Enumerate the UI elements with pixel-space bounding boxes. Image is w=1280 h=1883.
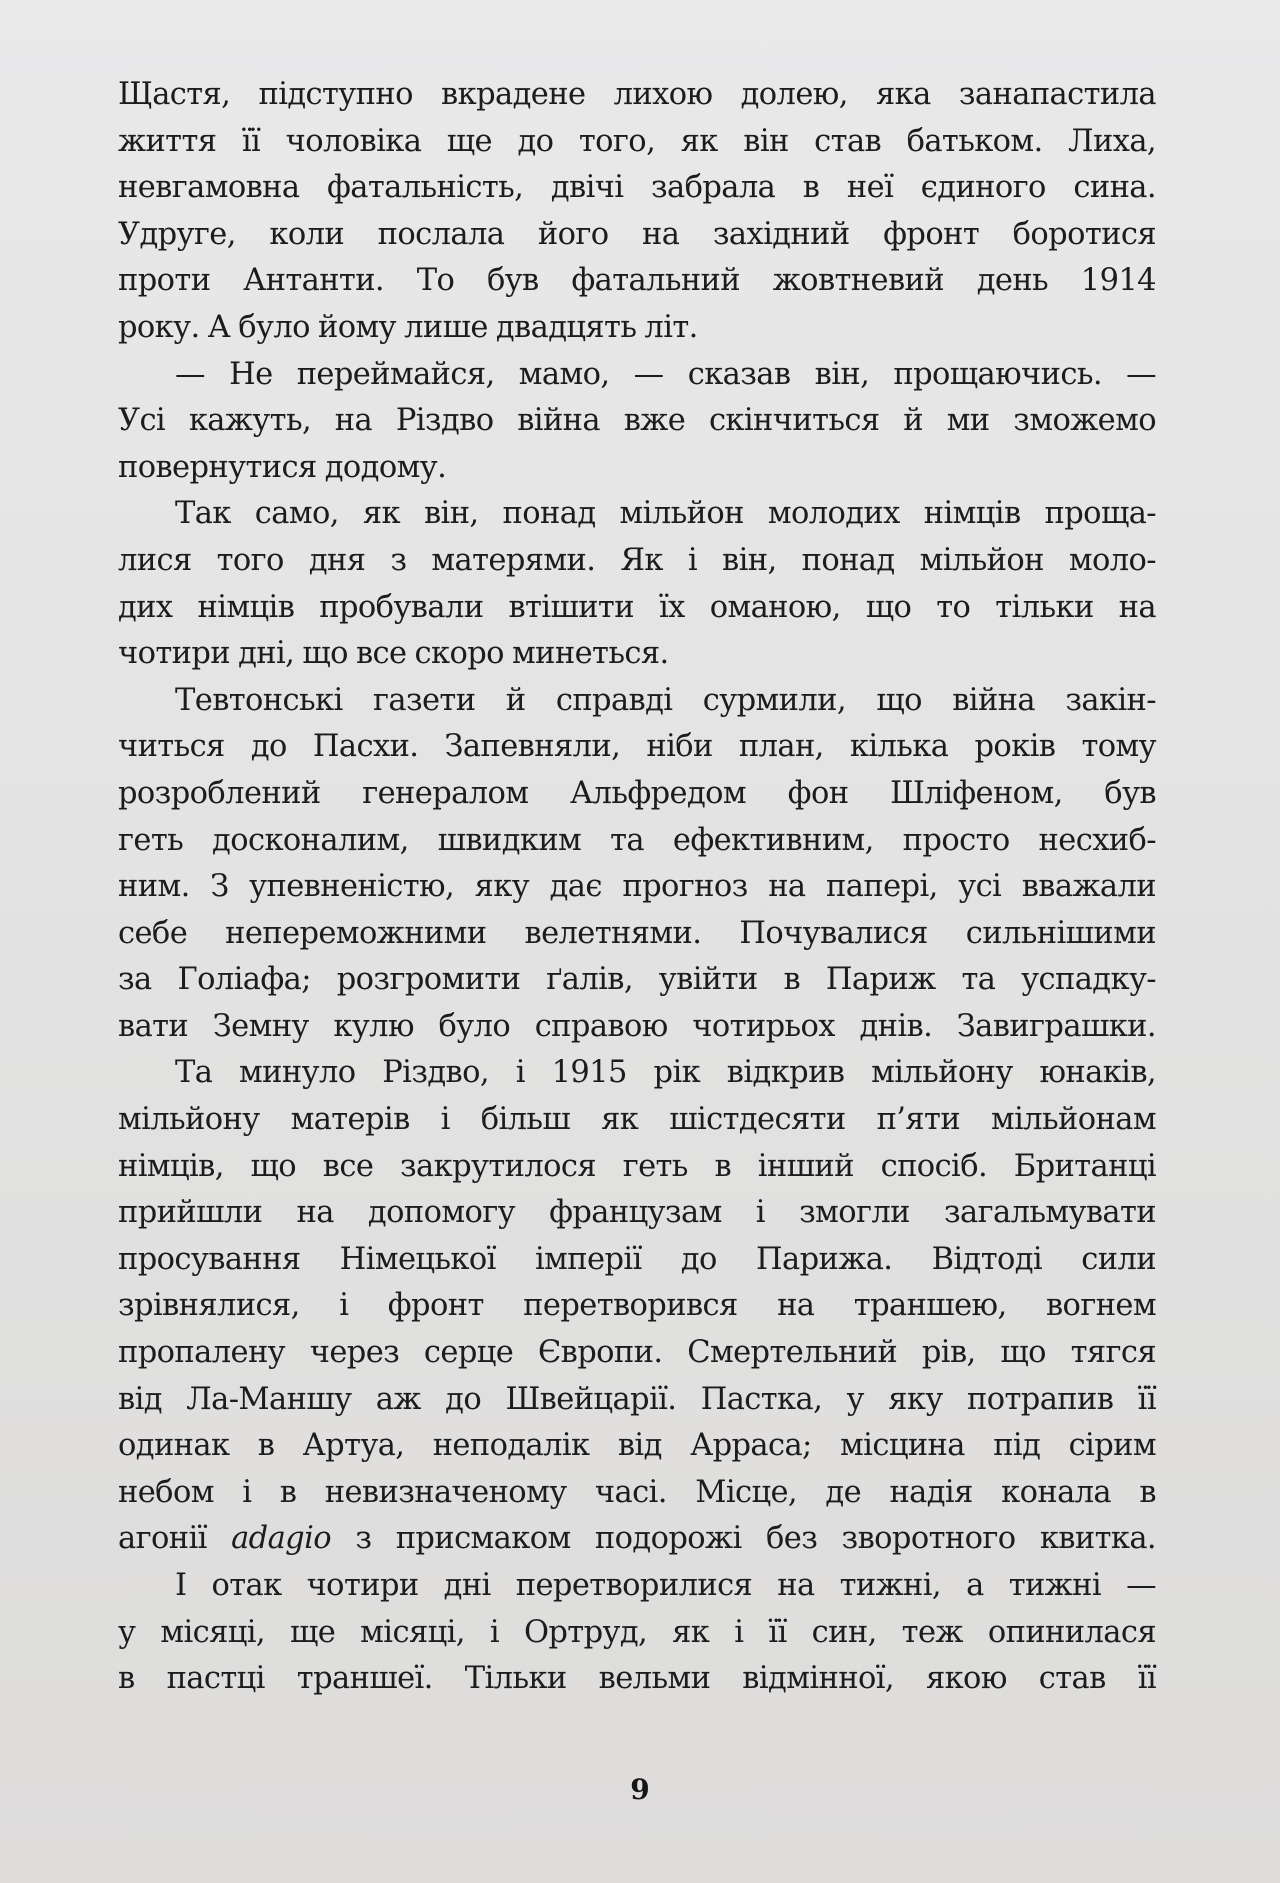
text-line: у місяці, ще місяці, і Ортруд, як і її син, теж опинилася: [118, 1614, 1156, 1650]
text-line: проти Антанти. То був фатальний жовтневий день 1914: [118, 263, 1156, 299]
text-segment: з присмаком подорожі без зворотного квитка.: [331, 1521, 1157, 1557]
text-line-with-italic: [118, 1516, 1156, 1563]
text-line: німців, що все закрутилося геть в інший спосіб. Британці: [118, 1148, 1156, 1184]
page-number: 9: [630, 1773, 650, 1806]
text-line: І отак чотири дні перетворилися на тижні, а тижні —: [175, 1568, 1156, 1603]
text-line: прийшли на допомогу французам і змогли загальмувати: [118, 1195, 1156, 1231]
text-line: лися того дня з матерями. Як і він, понад мільйон моло-: [118, 542, 1156, 578]
text-line: себе непереможними велетнями. Почувалися сильнішими: [118, 915, 1156, 951]
italic-term: adagio: [231, 1521, 332, 1557]
text-line: Щастя, підступно вкрадене лихою долею, яка занапастила: [118, 77, 1156, 112]
text-line: небом і в невизначеному часі. Місце, де надія конала в: [118, 1474, 1156, 1510]
text-line: пропалену через серце Європи. Смертельний рів, що тягся: [118, 1335, 1156, 1371]
text-line: Усі кажуть, на Різдво війна вже скінчиться й ми зможемо: [118, 403, 1156, 439]
text-line: невгамовна фатальність, двічі забрала в неї єдиного сина.: [118, 170, 1156, 206]
text-line: читься до Пасхи. Запевняли, ніби план, кілька років тому: [118, 729, 1156, 765]
text-line: повернутися додому.: [118, 449, 447, 485]
text-line: — Не переймайся, мамо, — сказав він, прощаючись. —: [175, 356, 1156, 392]
text-line: чотири дні, що все скоро минеться.: [118, 636, 669, 672]
text-line: за Голіафа; розгромити ґалів, увійти в Париж та успадку-: [118, 962, 1156, 998]
text-line: Удруге, коли послала його на західний фронт боротися: [118, 216, 1156, 252]
text-segment: агонії: [118, 1521, 232, 1557]
text-line: зрівнялися, і фронт перетворився на траншею, вогнем: [118, 1288, 1156, 1324]
text-line: просування Німецької імперії до Парижа. Відтоді сили: [118, 1241, 1156, 1277]
text-line: року. А було йому лише двадцять літ.: [118, 309, 698, 345]
text-line: життя її чоловіка ще до того, як він став батьком. Лиха,: [118, 123, 1156, 159]
book-page-body: [118, 72, 1156, 1703]
text-line: мільйону матерів і більш як шістдесяти п’яти мільйонам: [118, 1102, 1156, 1138]
text-line: одинак в Артуа, неподалік від Арраса; місцина під сірим: [118, 1428, 1156, 1464]
text-line: вати Земну кулю було справою чотирьох днів. Завиграшки.: [118, 1008, 1156, 1044]
text-line: геть досконалим, швидким та ефективним, просто несхиб-: [118, 822, 1156, 858]
text-line: розроблений генералом Альфредом фон Шліфеном, був: [118, 775, 1156, 811]
text-line: дих німців пробували втішити їх оманою, що то тільки на: [118, 589, 1156, 625]
text-line: ним. З упевненістю, яку дає прогноз на папері, усі вважали: [118, 869, 1156, 905]
text-line: Так само, як він, понад мільйон молодих німців проща-: [175, 496, 1156, 532]
text-line: від Ла-Маншу аж до Швейцарії. Пастка, у яку потрапив її: [118, 1381, 1156, 1417]
text-line: Тевтонські газети й справді сурмили, що війна закін-: [175, 682, 1156, 718]
text-line: Та минуло Різдво, і 1915 рік відкрив мільйону юнаків,: [175, 1055, 1156, 1091]
text-line: в пастці траншеї. Тільки вельми відмінної, якою став її: [118, 1661, 1156, 1697]
